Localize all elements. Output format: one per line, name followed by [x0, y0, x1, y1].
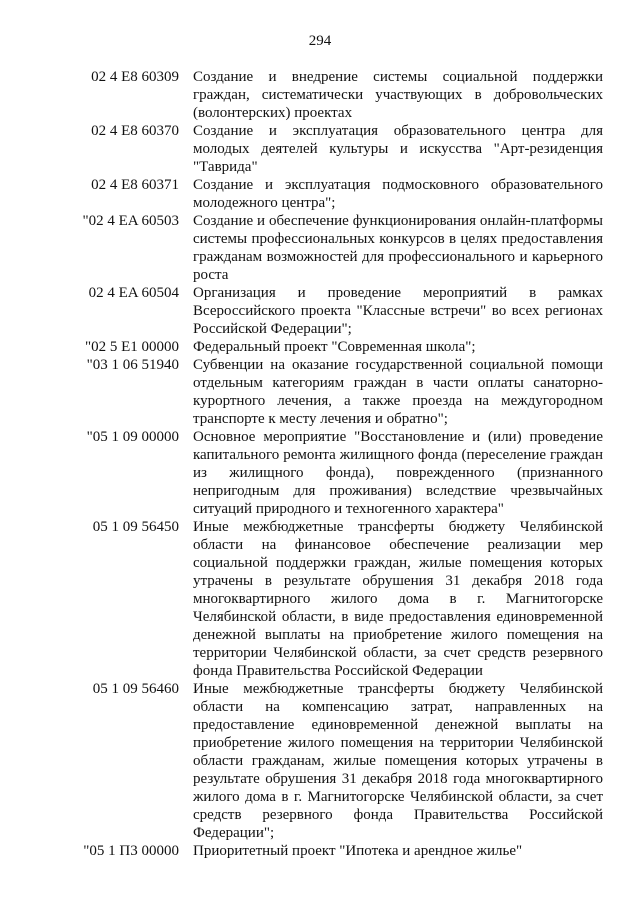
list-item — [0, 518, 640, 680]
entry-code: "05 1 П3 00000 — [83, 843, 179, 859]
entry-code: "03 1 06 51940 — [86, 357, 179, 373]
list-item — [0, 122, 640, 176]
list-item — [0, 842, 640, 860]
entry-text: Создание и эксплуатация образовательного центра для молодых деятелей культуры и искусства "Арт-резиденция "Таврида" — [193, 123, 603, 175]
list-item — [0, 176, 640, 212]
list-item — [0, 680, 640, 842]
entry-text: Организация и проведение мероприятий в рамках Всероссийского проекта "Классные встречи" во всех регионах Российской Федерации"; — [193, 285, 603, 337]
list-item — [0, 284, 640, 338]
entry-text: Иные межбюджетные трансферты бюджету Челябинской области на финансовое обеспечение реализации мер социальной поддержки граждан, жилые помещения которых утрачены в результате обрушения 31 декабря 2018 года многоквартирного жилого дома в г. Магнитогорске Челябинской области, в виде предоставления единовременной денежной выплаты на приобретение жилого помещения на территории Челябинской области, за счет средств резервного фонда Правительства Российской Федерации — [193, 519, 603, 679]
entry-code: "05 1 09 00000 — [86, 429, 179, 445]
list-item — [0, 212, 640, 284]
entry-code: 02 4 E8 60309 — [91, 69, 179, 85]
entry-code: 05 1 09 56450 — [92, 519, 179, 535]
entry-text: Создание и обеспечение функционирования онлайн-платформы системы профессиональных конкурсов в целях предоставления гражданам возможностей для профессионального и карьерного роста — [193, 213, 603, 283]
entry-text: Создание и эксплуатация подмосковного образовательного молодежного центра"; — [193, 177, 603, 211]
classification-list — [0, 68, 640, 860]
list-item — [0, 338, 640, 356]
page-number: 294 — [308, 33, 332, 49]
entry-text: Федеральный проект "Современная школа"; — [193, 339, 476, 355]
list-item — [0, 68, 640, 122]
entry-code: 05 1 09 56460 — [92, 681, 179, 697]
entry-code: "02 5 E1 00000 — [84, 339, 179, 355]
entry-text: Создание и внедрение системы социальной поддержки граждан, систематически участвующих в добровольческих (волонтерских) проектах — [193, 69, 603, 121]
entry-text: Основное мероприятие "Восстановление и (или) проведение капитального ремонта жилищного фонда (переселение граждан из жилищного фонда), поврежденного (признанного непригодным для проживания) вследствие чрезвычайных ситуаций природного и техногенного характера" — [193, 429, 603, 517]
list-item — [0, 428, 640, 518]
list-item — [0, 356, 640, 428]
entry-code: 02 4 E8 60370 — [91, 123, 179, 139]
entry-code: 02 4 EA 60504 — [88, 285, 179, 301]
entry-text: Приоритетный проект "Ипотека и арендное жилье" — [193, 843, 523, 859]
entry-code: 02 4 E8 60371 — [91, 177, 179, 193]
entry-code: "02 4 EA 60503 — [82, 213, 179, 229]
entry-text: Субвенции на оказание государственной социальной помощи отдельным категориям граждан в части оплаты санаторно-курортного лечения, а также проезда на междугородном транспорте к месту лечения и обратно"; — [193, 357, 603, 427]
entry-text: Иные межбюджетные трансферты бюджету Челябинской области на компенсацию затрат, направленных на предоставление единовременной денежной выплаты на приобретение жилого помещения на территории Челябинской области гражданам, жилые помещения которых утрачены в результате обрушения 31 декабря 2018 года многоквартирного жилого дома в г. Магнитогорске Челябинской области, за счет средств резервного фонда Правительства Российской Федерации"; — [193, 681, 603, 841]
